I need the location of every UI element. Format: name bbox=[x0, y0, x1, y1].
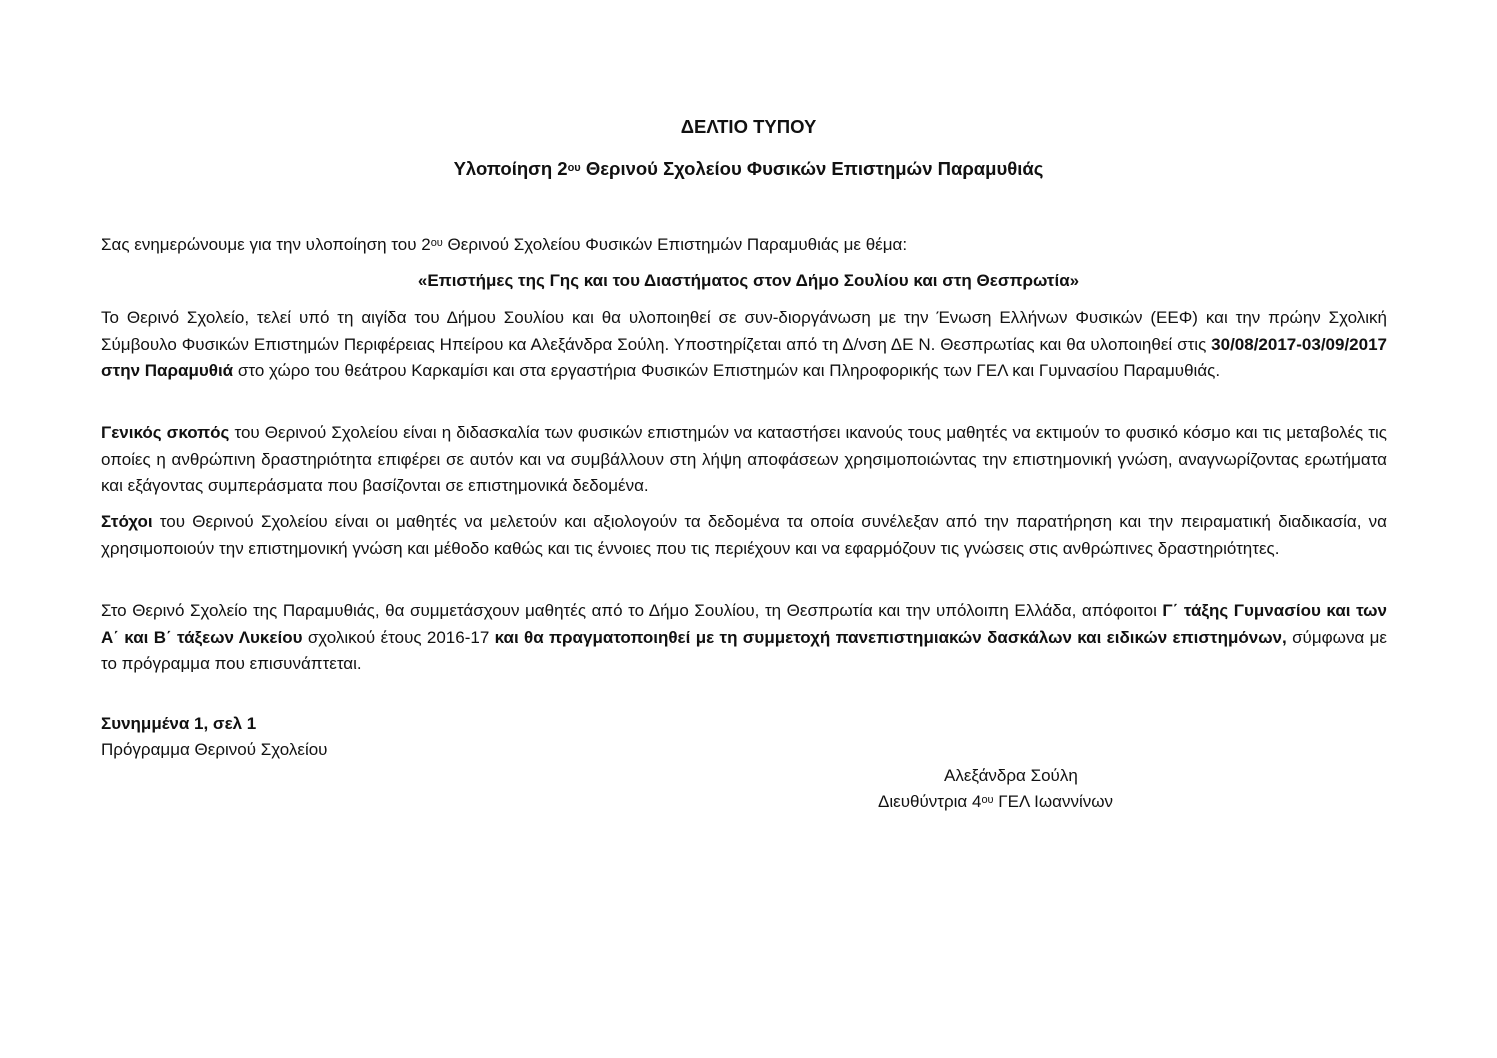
intro-text-end: Θερινού Σχολείου Φυσικών Επιστημών Παραμυθιάς με θέμα: bbox=[442, 235, 908, 254]
subtitle-text-end: Θερινού Σχολείου Φυσικών Επιστημών Παραμυθιάς bbox=[580, 158, 1044, 179]
topic-title: «Επιστήμες της Γης και του Διαστήματος στον Δήμο Σουλίου και στη Θεσπρωτία» bbox=[417, 271, 1080, 290]
paragraph-organization-text-end: στο χώρο του θεάτρου Καρκαμίσι και στα εργαστήρια Φυσικών Επιστημών και Πληροφορικής των ΓΕΛ και Γυμνασίου Παραμυθιάς. bbox=[233, 361, 1221, 380]
attachments-title: Συνημμένα 1, σελ 1 bbox=[101, 714, 257, 733]
paragraph-participants bbox=[101, 598, 1387, 678]
subtitle-ordinal-suffix: ου bbox=[567, 162, 581, 174]
general-purpose-lead: Γενικός σκοπός bbox=[101, 423, 230, 442]
paragraph-goals bbox=[101, 509, 1387, 562]
intro-ordinal-suffix: ου bbox=[430, 237, 443, 249]
signature-name: Αλεξάνδρα Σούλη bbox=[944, 766, 1078, 785]
document-title: ΔΕΛΤΙΟ ΤΥΠΟΥ bbox=[680, 116, 817, 137]
participants-grades: Γ΄ τάξης Γυμνασίου και των Α΄ και Β΄ τάξεων Λυκείου bbox=[101, 601, 1388, 647]
signature-role-end: ΓΕΛ Ιωαννίνων bbox=[993, 792, 1114, 811]
goals-lead: Στόχοι bbox=[101, 512, 153, 531]
paragraph-general-purpose bbox=[101, 420, 1387, 500]
subtitle-text-start: Υλοποίηση 2 bbox=[453, 158, 568, 179]
signature-ordinal-suffix: ου bbox=[981, 794, 994, 806]
participants-text-start: Στο Θερινό Σχολείο της Παραμυθιάς, θα συμμετάσχουν μαθητές από το Δήμο Σουλίου, τη Θεσπρωτία και την υπόλοιπη Ελλάδα, απόφοιτοι bbox=[101, 601, 1163, 620]
general-purpose-text: του Θερινού Σχολείου είναι η διδασκαλία των φυσικών επιστημών να καταστήσει ικανούς τους μαθητές να εκτιμούν το φυσικό κόσμο και τις μεταβολές τις οποίες η ανθρώπινη δραστηριότητα επιφέρει σε αυτόν και να συμβάλλουν στη λήψη αποφάσεων χρησιμοποιώντας την επιστημονική γνώση, αναγνωρίζοντας ερωτήματα και εξάγοντας συμπεράσματα που βασίζονται σε επιστημονικά δεδομένα. bbox=[101, 423, 1387, 495]
goals-text: του Θερινού Σχολείου είναι οι μαθητές να μελετούν και αξιολογούν τα δεδομένα τα οποία συνέλεξαν από την παρατήρηση και την πειραματική διαδικασία, να χρησιμοποιούν την επιστημονική γνώση και μέθοδο καθώς και τις έννοιες που τις περιέχουν και να εφαρμόζουν τις γνώσεις στις ανθρώπινες δραστηριότητες. bbox=[101, 512, 1387, 558]
event-dates-location: 30/08/2017-03/09/2017 στην Παραμυθιά bbox=[101, 334, 1387, 380]
signature-role bbox=[878, 789, 1113, 815]
document-subtitle bbox=[0, 158, 1497, 180]
paragraph-organization bbox=[101, 305, 1387, 385]
attachments-item: Πρόγραμμα Θερινού Σχολείου bbox=[101, 740, 328, 759]
paragraph-organization-text-start: Το Θερινό Σχολείο, τελεί υπό τη αιγίδα του Δήμου Σουλίου και θα υλοποιηθεί σε συν-διοργάνωση με την Ένωση Ελλήνων Φυσικών (ΕΕΦ) και την πρώην Σχολική Σύμβουλο Φυσικών Επιστημών Περιφέρειας Ηπείρου κα Αλεξάνδρα Σούλη. Υποστηρίζεται από τη Δ/νση ΔΕ Ν. Θεσπρωτίας και θα υλοποιηθεί στις bbox=[101, 308, 1387, 354]
participants-instructors: και θα πραγματοποιηθεί με τη συμμετοχή πανεπιστημιακών δασκάλων και ειδικών επιστημόνων, bbox=[494, 627, 1287, 647]
intro-text-start: Σας ενημερώνουμε για την υλοποίηση του 2 bbox=[101, 235, 431, 254]
participants-text-end: σύμφωνα με το πρόγραμμα που επισυνάπτεται. bbox=[101, 627, 1387, 673]
signature-role-start: Διευθύντρια 4 bbox=[878, 792, 982, 811]
participants-school-year: σχολικού έτους 2016-17 bbox=[302, 627, 495, 647]
intro-line bbox=[101, 232, 907, 259]
